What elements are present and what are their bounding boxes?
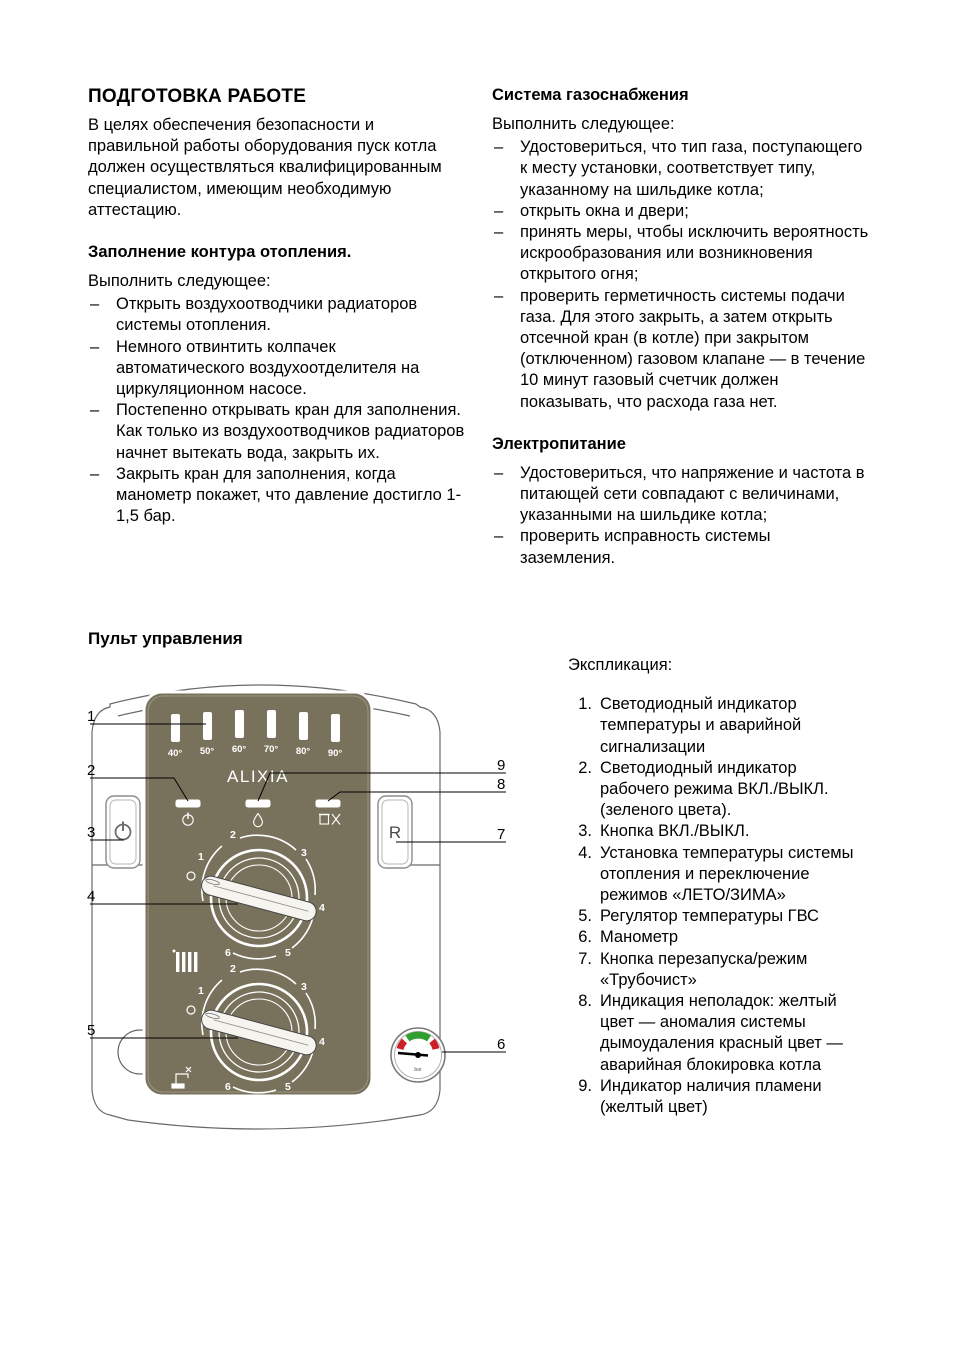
legend-list: [568, 694, 868, 1118]
list-item: [88, 294, 466, 336]
legend-text: Индикатор наличия пламени (желтый цвет): [600, 1076, 822, 1117]
led-80[interactable]: [299, 712, 308, 740]
legend-block: [568, 655, 868, 1118]
temp-label-60: 60°: [231, 744, 247, 755]
list-item: [568, 906, 868, 927]
dash-icon: –: [90, 337, 100, 356]
brand-label: ALIXIA: [227, 767, 289, 786]
legend-number: 9.: [578, 1076, 592, 1095]
list-item: [492, 286, 870, 413]
page-title: ПОДГОТОВКА РАБОТЕ: [88, 86, 307, 107]
led-40[interactable]: [171, 714, 180, 742]
list-item: [568, 694, 868, 758]
led-flame[interactable]: [246, 800, 270, 807]
callout-8: 8: [497, 776, 506, 793]
manometer-unit-label: bar: [414, 1067, 422, 1073]
temp-label-40: 40°: [167, 748, 183, 759]
heading-filling-circuit: Заполнение контура отопления.: [88, 243, 352, 262]
legend-number: 2.: [578, 758, 592, 777]
dash-icon: –: [494, 138, 504, 157]
temp-label-50: 50°: [199, 746, 215, 757]
legend-title: Экспликация:: [568, 656, 673, 674]
legend-number: 7.: [578, 949, 592, 968]
reset-button-label: R: [388, 823, 402, 842]
list-item: [568, 991, 868, 1076]
list-item-text: Удостовериться, что тип газа, поступающего к месту установки, соответствует типу, указанному на шильдике котла;: [520, 138, 863, 199]
list-item: [492, 201, 870, 222]
legend-number: 1.: [578, 695, 592, 714]
dash-icon: –: [494, 223, 504, 242]
figure-title: Пульт управления: [88, 629, 243, 648]
heading-gas-system: Система газоснабжения: [492, 86, 689, 104]
list-item-text: Открыть воздухоотводчики радиаторов системы отопления.: [116, 295, 418, 335]
manometer: [391, 1028, 445, 1082]
list-item-text: принять меры, чтобы исключить вероятность искрообразования или возникновения открытого огня;: [520, 223, 869, 284]
led-60[interactable]: [235, 710, 244, 738]
list-item: [568, 949, 868, 991]
manometer-zone-red-high: [432, 1041, 436, 1049]
dhw-tick-3: 3: [301, 981, 307, 993]
list-item: [492, 463, 870, 527]
legend-text: Индикация неполадок: желтый цвет — аномалия системы дымоудаления красный цвет — аварийная блокировка котла: [600, 992, 843, 1074]
list-item-text: Закрыть кран для заполнения, когда манометр покажет, что давление достигло 1-1,5 бар.: [116, 464, 462, 526]
control-panel-drawing: [88, 660, 508, 1160]
right-text-column: [492, 86, 870, 569]
led-standby[interactable]: [176, 800, 200, 807]
dash-icon: –: [90, 401, 100, 420]
dash-icon: –: [90, 295, 100, 314]
legend-text: Светодиодный индикатор рабочего режима ВКЛ./ВЫКЛ. (зеленого цвета).: [600, 758, 829, 820]
temp-label-90: 90°: [327, 748, 343, 759]
legend-text: Манометр: [600, 928, 679, 947]
callout-2: 2: [87, 762, 96, 779]
heating-tick-1: 1: [198, 851, 204, 863]
reset-button[interactable]: [378, 796, 412, 868]
list-item-text: Удостовериться, что напряжение и частота в питающей сети совпадают с величинами, указанными на шильдике котла;: [520, 463, 865, 525]
led-70[interactable]: [267, 710, 276, 738]
heating-tick-3: 3: [301, 847, 307, 859]
dash-icon: –: [494, 463, 504, 482]
gas-bullet-list: [492, 137, 870, 413]
list-item: [568, 821, 868, 842]
temp-label-80: 80°: [295, 746, 311, 757]
dhw-tick-5: 5: [285, 1081, 291, 1093]
left-text-column: [88, 86, 466, 527]
list-item: [492, 222, 870, 286]
callout-9: 9: [497, 757, 506, 774]
callout-6: 6: [497, 1036, 506, 1053]
intro-paragraph: В целях обеспечения безопасности и правильной работы оборудования пуск котла должен осуществляться квалифицированным специалистом, имеющим необходимую аттестацию.: [88, 116, 442, 219]
heating-tick-5: 5: [285, 947, 291, 959]
control-panel-figure: [88, 660, 508, 1160]
dash-icon: –: [494, 527, 504, 546]
legend-number: 3.: [578, 822, 592, 841]
filling-bullet-list: [88, 294, 466, 527]
temp-label-70: 70°: [263, 744, 279, 755]
list-item: [492, 526, 870, 568]
dash-icon: –: [90, 464, 100, 483]
legend-text: Кнопка перезапуска/режим «Трубочист»: [600, 949, 808, 989]
manometer-zone-red-low: [400, 1041, 405, 1049]
legend-number: 5.: [578, 907, 592, 926]
dhw-tick-4: 4: [319, 1036, 325, 1048]
list-item-text: Постепенно открывать кран для заполнения. Как только из воздухоотводчиков радиаторов начнет вытекать вода, закрыть их.: [116, 401, 465, 462]
heating-tick-2: 2: [230, 829, 236, 841]
list-item: [88, 337, 466, 401]
heading-power-supply: Электропитание: [492, 434, 626, 453]
list-item-text: открыть окна и двери;: [520, 201, 689, 220]
legend-text: Кнопка ВКЛ./ВЫКЛ.: [600, 822, 750, 841]
list-item-text: Немного отвинтить колпачек автоматического воздухоотделителя на циркуляционном насосе.: [116, 337, 420, 399]
list-item: [568, 843, 868, 907]
dash-icon: –: [494, 286, 504, 305]
callout-7: 7: [497, 826, 506, 843]
legend-number: 4.: [578, 843, 592, 862]
power-button[interactable]: [106, 796, 140, 868]
dhw-tick-2: 2: [230, 963, 236, 975]
list-item: [568, 1076, 868, 1118]
callout-4: 4: [87, 888, 96, 905]
filling-lead: Выполнить следующее:: [88, 272, 271, 291]
led-fault[interactable]: [316, 800, 340, 807]
heating-tick-6: 6: [225, 947, 231, 959]
heating-tick-4: 4: [319, 902, 325, 914]
list-item-text: проверить герметичность системы подачи газа. Для этого закрыть, а затем открыть отсечной кран (в котле) при закрытом (отключенном) газовом клапане — в течение 10 минут газовый счетчик должен показывать, что расхода газа нет.: [520, 286, 866, 411]
list-item-text: проверить исправность системы заземления.: [520, 527, 771, 567]
manometer-hub: [415, 1052, 421, 1058]
power-bullet-list: [492, 463, 870, 569]
legend-text: Регулятор температуры ГВС: [600, 907, 819, 926]
dhw-tick-6: 6: [225, 1081, 231, 1093]
legend-number: 8.: [578, 992, 592, 1011]
list-item: [568, 758, 868, 822]
callout-3: 3: [87, 824, 96, 841]
led-50[interactable]: [203, 712, 212, 740]
legend-number: 6.: [578, 928, 592, 947]
legend-text: Светодиодный индикатор температуры и аварийной сигнализации: [600, 695, 802, 756]
callout-5: 5: [87, 1022, 96, 1039]
gas-lead: Выполнить следующее:: [492, 115, 675, 133]
list-item: [492, 137, 870, 201]
callout-1: 1: [87, 708, 96, 725]
manometer-zone-green: [408, 1035, 430, 1038]
dhw-tick-1: 1: [198, 985, 204, 997]
list-item: [568, 927, 868, 948]
legend-text: Установка температуры системы отопления и переключение режимов «ЛЕТО/ЗИМА»: [600, 843, 854, 905]
dash-icon: –: [494, 201, 504, 220]
led-90[interactable]: [331, 714, 340, 742]
list-item: [88, 400, 466, 464]
list-item: [88, 464, 466, 528]
